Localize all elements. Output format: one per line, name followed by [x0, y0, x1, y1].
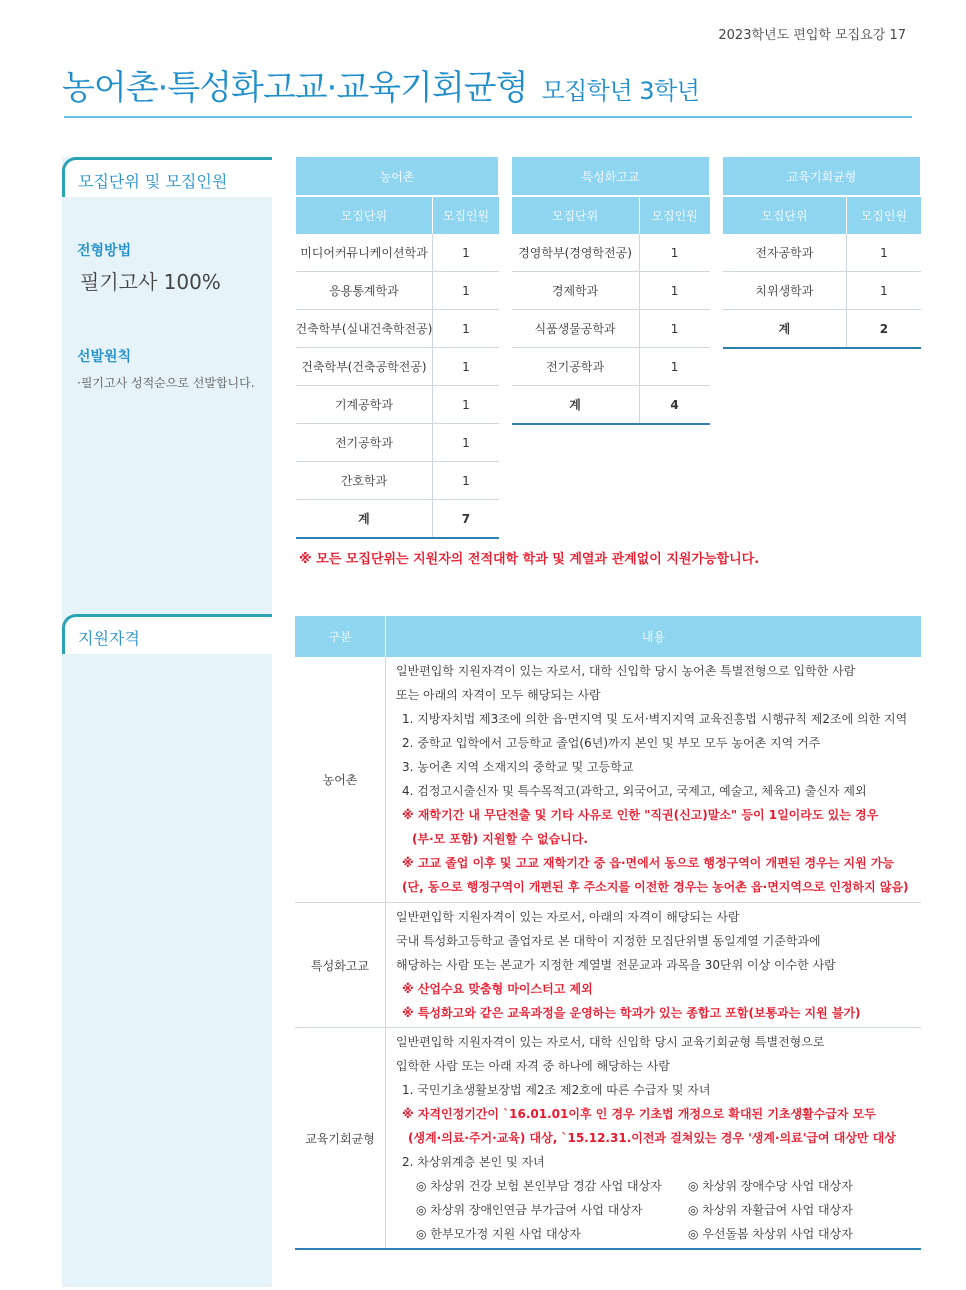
- unit-cell: 전자공학과: [723, 234, 847, 272]
- count-cell: 1: [433, 272, 499, 310]
- table-row: [296, 424, 499, 462]
- count-cell: 1: [639, 272, 709, 310]
- content-line: 1. 지방자치법 제3조에 의한 읍·면지역 및 도서·벽지지역 교육진흥법 시행규칙 제2조에 의한 지역: [402, 712, 908, 726]
- total-label: 계: [512, 386, 640, 425]
- principle-heading: 선발원칙: [77, 349, 132, 365]
- column-header-unit: 모집단위: [512, 196, 640, 234]
- table-row: [296, 462, 499, 500]
- content-line: 3. 농어촌 지역 소재지의 중학교 및 고등학교: [402, 760, 634, 774]
- warning-line: (생계·의료·주거·교육) 대상, `15.12.31.이전과 걸쳐있는 경우 '생계·의료'급여 대상만 대상: [408, 1131, 896, 1145]
- unit-cell: 미디어커뮤니케이션학과: [296, 234, 433, 272]
- count-cell: 1: [433, 310, 499, 348]
- column-header-count: 모집인원: [433, 196, 499, 234]
- table-row: [723, 234, 921, 272]
- content-line: 2. 차상위계층 본인 및 자녀: [402, 1155, 545, 1169]
- table-row: [296, 386, 499, 424]
- content-line: 2. 중학교 입학에서 고등학교 졸업(6년)까지 본인 및 부모 모두 농어촌 지역 거주: [402, 736, 821, 750]
- unit-cell: 건축학부(건축공학전공): [296, 348, 433, 386]
- total-value: 4: [639, 386, 709, 425]
- warning-line: ※ 고교 졸업 이후 및 고교 재학기간 중 읍·면에서 동으로 행정구역이 개편된 경우는 지원 가능: [402, 856, 895, 870]
- table-row: [296, 234, 499, 272]
- unit-cell: 치위생학과: [723, 272, 847, 310]
- content-line: 해당하는 사람 또는 본교가 지정한 계열별 전문교과 과목을 30단위 이상 이수한 사람: [396, 958, 836, 972]
- content-cell: [386, 657, 922, 903]
- total-label: 계: [723, 310, 847, 349]
- count-cell: 1: [847, 234, 921, 272]
- column-header-content: 내용: [386, 616, 922, 657]
- title-divider: [64, 116, 912, 118]
- benefit-item: ◎ 차상위 건강 보험 본인부담 경감 사업 대상자: [416, 1179, 662, 1193]
- table-equal-title: 교육기회균형: [723, 157, 921, 196]
- total-value: 7: [433, 500, 499, 539]
- column-header-count: 모집인원: [639, 196, 709, 234]
- warning-line: ※ 특성화고와 같은 교육과정을 운영하는 학과가 있는 종합고 포함(보통과는 지원 불가): [402, 1006, 861, 1020]
- count-cell: 1: [639, 310, 709, 348]
- sidebar-section-recruitment: 모집단위 및 모집인원: [78, 172, 228, 191]
- content-line: 또는 아래의 자격이 모두 해당되는 사람: [396, 688, 601, 702]
- count-cell: 1: [433, 424, 499, 462]
- page-header-meta: 2023학년도 편입학 모집요강 17: [718, 28, 906, 43]
- content-line: 일반편입학 지원자격이 있는 자로서, 아래의 자격이 해당되는 사람: [396, 910, 740, 924]
- unit-cell: 전기공학과: [296, 424, 433, 462]
- eligibility-note: ※ 모든 모집단위는 지원자의 전적대학 학과 및 계열과 관계없이 지원가능합니다.: [299, 552, 760, 567]
- table-rural-recruitment: [295, 157, 499, 539]
- benefit-item: ◎ 차상위 자활급여 사업 대상자: [688, 1203, 853, 1217]
- unit-cell: 경제학과: [512, 272, 640, 310]
- benefit-item: ◎ 우선돌봄 차상위 사업 대상자: [688, 1227, 853, 1241]
- warning-line: ※ 산업수요 맞춤형 마이스터고 제외: [402, 982, 593, 996]
- table-row: [723, 272, 921, 310]
- unit-cell: 응용통계학과: [296, 272, 433, 310]
- total-label: 계: [296, 500, 433, 539]
- table-row: [512, 348, 710, 386]
- column-header-count: 모집인원: [847, 196, 921, 234]
- unit-cell: 건축학부(실내건축학전공): [296, 310, 433, 348]
- table-total-row: [512, 386, 710, 425]
- table-rural-title: 농어촌: [296, 157, 499, 196]
- table-row: [512, 310, 710, 348]
- unit-cell: 전기공학과: [512, 348, 640, 386]
- warning-line: (단, 동으로 행정구역이 개편된 후 주소지를 이전한 경우는 농어촌 읍·면지역으로 인정하지 않음): [402, 880, 909, 894]
- unit-cell: 경영학부(경영학전공): [512, 234, 640, 272]
- column-header-category: 구분: [295, 616, 386, 657]
- table-row: [296, 310, 499, 348]
- unit-cell: 식품생물공학과: [512, 310, 640, 348]
- count-cell: 1: [433, 234, 499, 272]
- content-line: 국내 특성화고등학교 졸업자로 본 대학이 지정한 모집단위별 동일계열 기준학과에: [396, 934, 821, 948]
- count-cell: 1: [433, 348, 499, 386]
- page-title-main: 농어촌·특성화고교·교육기회균형: [62, 68, 528, 108]
- column-header-unit: 모집단위: [296, 196, 433, 234]
- count-cell: 1: [847, 272, 921, 310]
- table-equal-recruitment: [722, 157, 921, 349]
- table-row: [512, 234, 710, 272]
- benefit-pair: [386, 1222, 921, 1246]
- sidebar-panel: [62, 157, 272, 1287]
- content-line: 1. 국민기초생활보장법 제2조 제2호에 따른 수급자 및 자녀: [402, 1083, 711, 1097]
- table-row: [512, 272, 710, 310]
- method-heading: 전형방법: [77, 243, 132, 259]
- table-row: [296, 272, 499, 310]
- qualification-row-equal: [295, 1028, 921, 1250]
- content-line: 4. 검정고시출신자 및 특수목적고(과학고, 외국어고, 국제고, 예술고, 체육고) 출신자 제외: [402, 784, 867, 798]
- column-header-unit: 모집단위: [723, 196, 847, 234]
- qualification-row-special: [295, 903, 921, 1028]
- content-line: 입학한 사람 또는 아래 자격 중 하나에 해당하는 사람: [396, 1059, 670, 1073]
- content-cell: [386, 1028, 922, 1250]
- page-subtitle: 모집학년 3학년: [541, 77, 700, 105]
- table-special-title: 특성화고교: [512, 157, 710, 196]
- table-special-recruitment: [511, 157, 710, 425]
- benefit-item: ◎ 차상위 장애수당 사업 대상자: [688, 1179, 853, 1193]
- count-cell: 1: [639, 348, 709, 386]
- warning-line: ※ 자격인정기간이 `16.01.01이후 인 경우 기초법 개정으로 확대된 기초생활수급자 모두: [402, 1107, 876, 1121]
- page-title: [62, 60, 699, 109]
- benefit-pair: [386, 1198, 921, 1222]
- content-line: 일반편입학 지원자격이 있는 자로서, 대학 신입학 당시 교육기회균형 특별전형으로: [396, 1035, 825, 1049]
- category-cell: 교육기회균형: [295, 1028, 386, 1250]
- count-cell: 1: [639, 234, 709, 272]
- count-cell: 1: [433, 462, 499, 500]
- table-total-row: [296, 500, 499, 539]
- sidebar-section-qualification: 지원자격: [78, 629, 140, 648]
- table-total-row: [723, 310, 921, 349]
- content-line: 일반편입학 지원자격이 있는 자로서, 대학 신입학 당시 농어촌 특별전형으로 입학한 사람: [396, 664, 856, 678]
- total-value: 2: [847, 310, 921, 349]
- unit-cell: 기계공학과: [296, 386, 433, 424]
- qualification-table: [295, 616, 921, 1250]
- benefit-item: ◎ 차상위 장애인연금 부가급여 사업 대상자: [416, 1203, 643, 1217]
- benefit-pair: [386, 1174, 921, 1198]
- table-row: [296, 348, 499, 386]
- warning-line: (부·모 포함) 지원할 수 없습니다.: [412, 832, 588, 846]
- count-cell: 1: [433, 386, 499, 424]
- category-cell: 농어촌: [295, 657, 386, 903]
- content-cell: [386, 903, 922, 1028]
- category-cell: 특성화고교: [295, 903, 386, 1028]
- unit-cell: 간호학과: [296, 462, 433, 500]
- warning-line: ※ 재학기간 내 무단전출 및 기타 사유로 인한 "직권(신고)말소" 등이 1일이라도 있는 경우: [402, 808, 879, 822]
- method-value: 필기고사 100%: [80, 270, 221, 294]
- qualification-row-rural: [295, 657, 921, 903]
- benefit-item: ◎ 한부모가정 지원 사업 대상자: [416, 1227, 581, 1241]
- principle-text: ·필기고사 성적순으로 선발합니다.: [77, 376, 255, 390]
